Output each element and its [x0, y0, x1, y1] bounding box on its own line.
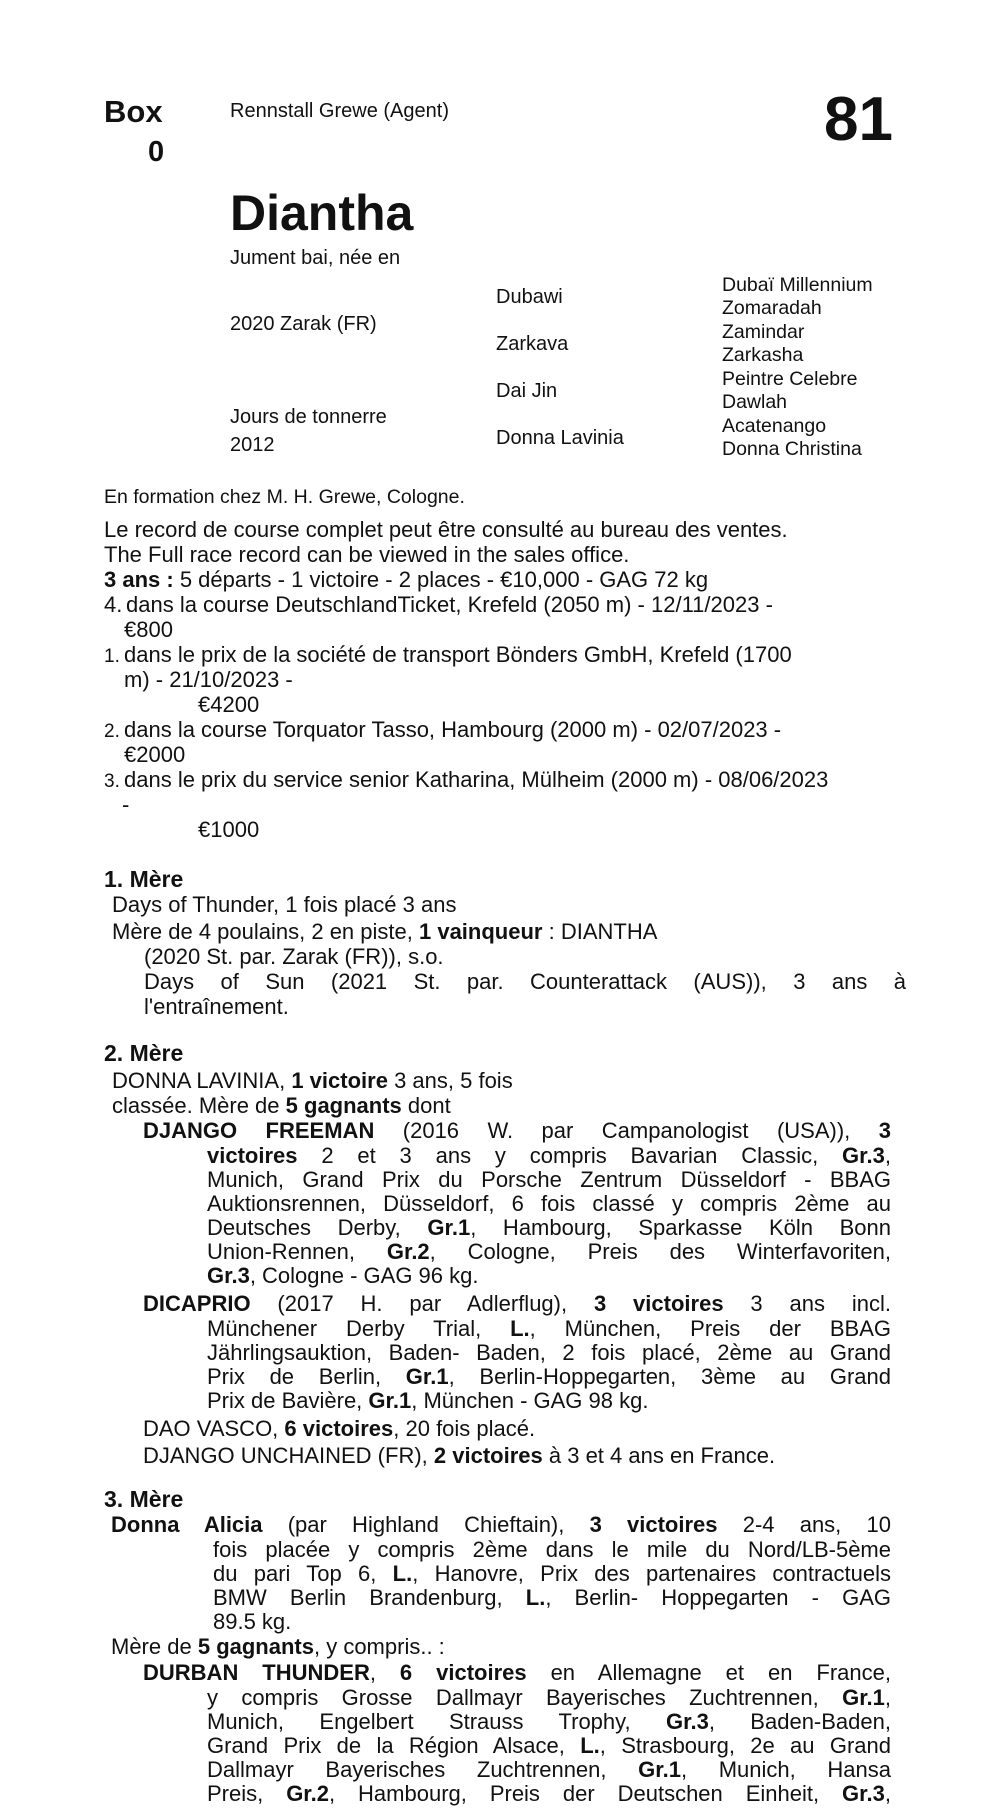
dam3-text: du pari Top 6,	[213, 1561, 377, 1586]
race-position: 3.	[104, 771, 120, 792]
great-grandparent: Donna Christina	[722, 438, 862, 460]
race-position: 4.	[104, 592, 123, 617]
produce-text: , Cologne - GAG 96 kg.	[249, 1263, 479, 1288]
great-grandparent: Peintre Celebre	[722, 368, 858, 390]
race-prize: €2000	[124, 742, 186, 767]
produce-line	[207, 1316, 891, 1341]
dam1-winner-label: 1 vainqueur	[418, 919, 543, 944]
produce-text: à 3 et 4 ans en France.	[548, 1443, 776, 1468]
group-grade: Gr.1	[427, 1215, 471, 1240]
listed-grade: L.	[510, 1316, 530, 1341]
produce-wins: 6 victoires	[399, 1660, 527, 1685]
box-label: Box	[104, 94, 163, 129]
group-grade: Gr.1	[368, 1388, 412, 1413]
lot-number: 81	[824, 85, 893, 154]
grandparent: Dubawi	[496, 286, 563, 308]
produce-line	[207, 1215, 891, 1240]
dam2-intro-text: dont	[407, 1093, 451, 1118]
produce-text: (2016 W. par Campanologist (USA)),	[402, 1118, 851, 1143]
group-grade: Gr.1	[638, 1757, 681, 1782]
dam3-line	[213, 1561, 891, 1586]
dam2-intro	[112, 1068, 513, 1094]
produce-line	[207, 1781, 891, 1806]
grandparent: Zarkava	[496, 333, 569, 355]
race-prize: €4200	[198, 692, 260, 717]
produce-line	[143, 1118, 891, 1143]
dam2-title: 2. Mère	[104, 1040, 184, 1066]
produce-name: DJANGO UNCHAINED (FR),	[143, 1443, 428, 1468]
summary-label: 3 ans :	[104, 567, 174, 592]
group-grade: Gr.1	[405, 1364, 449, 1389]
listed-grade: L.	[392, 1561, 413, 1586]
grandparent: Dai Jin	[496, 380, 558, 402]
dam1-sun-line-cont: l'entraînement.	[144, 994, 289, 1019]
produce-text: , München - GAG 98 kg.	[411, 1388, 649, 1413]
dam3-text: 2-4 ans, 10	[742, 1512, 891, 1537]
great-grandparent: Zarkasha	[722, 344, 804, 366]
horse-description: Jument bai, née en	[230, 247, 401, 269]
produce-text: ,	[884, 1781, 891, 1806]
great-grandparent: Zomaradah	[722, 297, 822, 319]
produce-line	[207, 1709, 891, 1734]
dam3-text: Mère de	[111, 1634, 192, 1659]
produce-line	[207, 1263, 478, 1289]
produce-entry	[143, 1416, 535, 1442]
race-entry	[104, 642, 904, 717]
produce-line	[207, 1733, 891, 1758]
produce-wins: 6 victoires	[284, 1416, 394, 1441]
produce-line: DURBAN THUNDER, 6 victoires en Allemagne et en France,	[143, 1660, 891, 1685]
produce-line: Jährlingsauktion, Baden- Baden, 2 fois placé, 2ème au Grand	[207, 1340, 891, 1365]
dam3-text: , Berlin- Hoppegarten - GAG	[545, 1585, 891, 1610]
produce-text: ,	[884, 1685, 892, 1710]
produce-text: Prix de Bavière,	[207, 1388, 363, 1413]
group-grade: Gr.2	[286, 1781, 329, 1806]
produce-text: Münchener Derby Trial,	[207, 1316, 482, 1341]
great-grandparent: Zamindar	[722, 321, 805, 343]
great-grandparent: Acatenango	[722, 415, 827, 437]
race-entry	[104, 767, 904, 842]
summary-text: 5 départs - 1 victoire - 2 places - €10,000 - GAG 72 kg	[179, 567, 709, 592]
produce-line: Auktionsrennen, Düsseldorf, 6 fois classé y compris 2ème au	[207, 1191, 891, 1216]
race-text: dans la course Torquator Tasso, Hambourg (2000 m) - 02/07/2023 -	[124, 717, 782, 742]
group-grade: Gr.3	[842, 1143, 885, 1168]
produce-text: , Hambourg, Sparkasse Köln Bonn	[470, 1215, 891, 1240]
dam3-name: Donna Alicia	[111, 1512, 263, 1537]
consignor: Rennstall Grewe (Agent)	[230, 100, 449, 122]
produce-entry	[143, 1443, 775, 1469]
race-text: dans le prix de la société de transport Bönders GmbH, Krefeld (1700	[124, 642, 792, 667]
box-number: 0	[148, 136, 165, 168]
produce-text: y compris Grosse Dallmayr Bayerisches Zuchtrennen,	[207, 1685, 819, 1710]
produce-line	[143, 1291, 891, 1316]
dam1-produce	[112, 919, 657, 945]
race-text-cont: m) - 21/10/2023 -	[124, 667, 293, 692]
produce-name: DICAPRIO	[143, 1291, 251, 1316]
dam1-line: Days of Thunder, 1 fois placé 3 ans	[112, 892, 457, 917]
produce-wins: 2 victoires	[433, 1443, 543, 1468]
produce-line	[207, 1685, 891, 1710]
produce-text: , Cologne, Preis des Winterfavoriten,	[429, 1239, 891, 1264]
produce-line: Munich, Grand Prix du Porsche Zentrum Düsseldorf - BBAG	[207, 1167, 891, 1192]
group-grade: Gr.2	[386, 1239, 430, 1264]
dam1-title: 1. Mère	[104, 866, 184, 892]
group-grade: Gr.3	[207, 1263, 250, 1288]
group-grade: Gr.1	[842, 1685, 885, 1710]
produce-text: en Allemagne et en France,	[550, 1660, 891, 1685]
produce-text: , Berlin-Hoppegarten, 3ème au Grand	[448, 1364, 891, 1389]
dam2-name: DONNA LAVINIA,	[112, 1068, 286, 1093]
produce-text: (2017 H. par Adlerflug),	[277, 1291, 568, 1316]
great-grandparent: Dubaï Millennium	[722, 274, 873, 296]
dam1-produce-text: Mère de 4 poulains, 2 en piste,	[112, 919, 413, 944]
dam1-line: (2020 St. par. Zarak (FR)), s.o.	[144, 944, 444, 969]
grandparent: Donna Lavinia	[496, 427, 624, 449]
group-grade: Gr.3	[666, 1709, 709, 1734]
produce-text: Deutsches Derby,	[207, 1215, 401, 1240]
group-grade: Gr.3	[842, 1781, 885, 1806]
produce-line	[207, 1364, 891, 1389]
race-entry	[104, 592, 904, 642]
dam1-sun-line: Days of Sun (2021 St. par. Counterattack (AUS)), 3 ans à	[144, 969, 906, 994]
dam3-line	[111, 1512, 891, 1537]
dam3-text: BMW Berlin Brandenburg,	[213, 1585, 503, 1610]
produce-line	[207, 1239, 891, 1264]
produce-text: 2 et 3 ans y compris Bavarian Classic,	[321, 1143, 819, 1168]
race-prize: €800	[124, 617, 173, 642]
dam3-line: fois placée y compris 2ème dans le mile du Nord/LB-5ème	[213, 1537, 891, 1562]
produce-name: DJANGO FREEMAN	[143, 1118, 375, 1143]
pedigree-sire: 2020 Zarak (FR)	[230, 313, 377, 335]
produce-text: , Hambourg, Preis der Deutschen Einheit,	[329, 1781, 820, 1806]
produce-line: victoires 2 et 3 ans y compris Bavarian Classic, Gr.3,	[207, 1143, 891, 1168]
dam3-text: (par Highland Chieftain),	[287, 1512, 565, 1537]
training-note: En formation chez M. H. Grewe, Cologne.	[104, 486, 465, 508]
produce-wins: victoires	[207, 1143, 298, 1168]
race-text: dans la course DeutschlandTicket, Krefeld (2050 m) - 12/11/2023 -	[126, 592, 773, 617]
race-position: 2.	[104, 721, 120, 742]
dam3-wins: 3 victoires	[589, 1512, 718, 1537]
great-grandparent: Dawlah	[722, 391, 788, 413]
produce-wins: 3	[878, 1118, 891, 1143]
race-prize: €1000	[198, 817, 260, 842]
horse-name: Diantha	[230, 185, 414, 241]
produce-text: , 20 fois placé.	[393, 1416, 536, 1441]
dam3-line	[213, 1585, 891, 1610]
dam2-winners: 5 gagnants	[285, 1093, 402, 1118]
dam2-wins: 1 victoire	[291, 1068, 388, 1093]
produce-text: Preis,	[207, 1781, 264, 1806]
record-note-en: The Full race record can be viewed in the sales office.	[104, 542, 630, 567]
produce-text: , Baden-Baden,	[708, 1709, 891, 1734]
dam3-text: , y compris.. :	[313, 1634, 445, 1659]
produce-text: Dallmayr Bayerisches Zuchtrennen,	[207, 1757, 607, 1782]
produce-text: Union-Rennen,	[207, 1239, 355, 1264]
produce-text: , Strasbourg, 2e au Grand	[599, 1733, 891, 1758]
record-note-fr: Le record de course complet peut être consulté au bureau des ventes.	[104, 517, 788, 542]
produce-text: Munich, Engelbert Strauss Trophy,	[207, 1709, 631, 1734]
produce-line	[207, 1388, 648, 1414]
pedigree-dam-year: 2012	[230, 434, 275, 456]
pedigree-dam: Jours de tonnerre	[230, 406, 387, 428]
dam2-intro	[112, 1093, 451, 1119]
produce-text: , Munich, Hansa	[680, 1757, 891, 1782]
dam1-line	[144, 969, 906, 1019]
race-entry	[104, 717, 904, 767]
dam2-intro-text: 3 ans, 5 fois	[394, 1068, 513, 1093]
dam3-produce-intro	[111, 1634, 445, 1660]
listed-grade: L.	[525, 1585, 546, 1610]
dam2-intro-text: classée. Mère de	[112, 1093, 280, 1118]
produce-text: Prix de Berlin,	[207, 1364, 382, 1389]
dam3-line: 89.5 kg.	[213, 1609, 292, 1634]
produce-text: 3 ans incl.	[750, 1291, 891, 1316]
produce-text: Grand Prix de la Région Alsace,	[207, 1733, 565, 1758]
dam3-text: , Hanovre, Prix des partenaires contractuels	[412, 1561, 891, 1586]
race-position: 1.	[104, 646, 120, 667]
race-text: dans le prix du service senior Katharina, Mülheim (2000 m) - 08/06/2023	[124, 767, 829, 792]
race-text-cont: -	[122, 792, 130, 817]
listed-grade: L.	[580, 1733, 600, 1758]
produce-text: , München, Preis der BBAG	[529, 1316, 891, 1341]
produce-name: DAO VASCO,	[143, 1416, 279, 1441]
race-summary	[104, 567, 708, 593]
dam3-winners: 5 gagnants	[197, 1634, 314, 1659]
produce-name: DURBAN THUNDER	[143, 1660, 370, 1685]
dam3-title: 3. Mère	[104, 1486, 184, 1512]
dam1-winner-name: : DIANTHA	[548, 919, 658, 944]
produce-wins: 3 victoires	[593, 1291, 724, 1316]
produce-line	[207, 1757, 891, 1782]
